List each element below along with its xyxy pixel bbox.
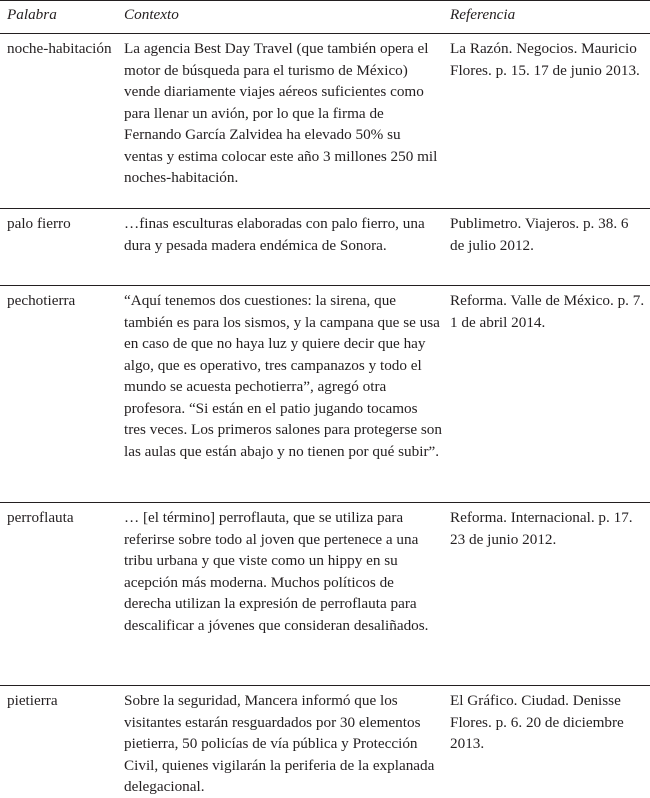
reference-cell: El Gráfico. Ciudad. Denisse Flores. p. 6. 20 de diciembre 2013. <box>450 692 624 752</box>
word-cell: noche-habitación <box>0 34 120 209</box>
word-cell: pechotierra <box>0 286 120 503</box>
context-cell: “Aquí tenemos dos cuestiones: la sirena, que también es para los sismos, y la campana que se usa en caso de que no haya luz y quiere decir que hay algo, que es operativo, tres campanazos y todo el mundo se acuesta pechotierra”, agregó otra profesora. “Si están en el patio jugando tocamos tres veces. Los primeros salones para protegerse son las aulas que están abajo y no tienen por qué subir”. <box>120 286 444 503</box>
table-row <box>0 209 650 286</box>
header-word: Palabra <box>0 1 120 34</box>
context-cell: Sobre la seguridad, Mancera informó que los visitantes estarán resguardados por 30 elementos pietierra, 50 policías de vía pública y Protección Civil, quienes vigilarán la periferia de la explanada delegacional. <box>124 692 435 795</box>
table-row <box>0 503 650 686</box>
header-reference: Referencia <box>444 1 650 34</box>
table-row <box>0 686 650 798</box>
table-row <box>0 286 650 503</box>
table-header <box>0 1 650 34</box>
header-row <box>0 1 650 34</box>
word-cell: pietierra <box>7 692 58 709</box>
word-cell: palo fierro <box>0 209 120 286</box>
reference-cell: Publimetro. Viajeros. p. 38. 6 de julio 2012. <box>444 209 650 286</box>
reference-cell: La Razón. Negocios. Mauricio Flores. p. 15. 17 de junio 2013. <box>444 34 650 209</box>
word-cell: perroflauta <box>0 503 120 686</box>
table-body <box>0 34 650 798</box>
header-context: Contexto <box>120 1 444 34</box>
context-cell: …finas esculturas elaboradas con palo fierro, una dura y pesada madera endémica de Sonora. <box>120 209 444 286</box>
reference-cell: Reforma. Valle de México. p. 7. 1 de abril 2014. <box>444 286 650 503</box>
reference-cell: Reforma. Internacional. p. 17. 23 de junio 2012. <box>444 503 650 686</box>
context-cell: … [el término] perroflauta, que se utiliza para referirse sobre todo al joven que pertenece a una tribu urbana y que viste como un hippy en su acepción más moderna. Muchos políticos de derecha utilizan la expresión de perroflauta para descalificar a jóvenes que consideran desaliñados. <box>120 503 444 686</box>
table-row <box>0 34 650 209</box>
context-cell: La agencia Best Day Travel (que también opera el motor de búsqueda para el turismo de México) vende diariamente viajes aéreos suficientes como para llenar un avión, por lo que la firma de Fernando García Zalvidea ha elevado 50% su ventas y estima colocar este año 3 millones 250 mil noches-habitación. <box>120 34 444 209</box>
